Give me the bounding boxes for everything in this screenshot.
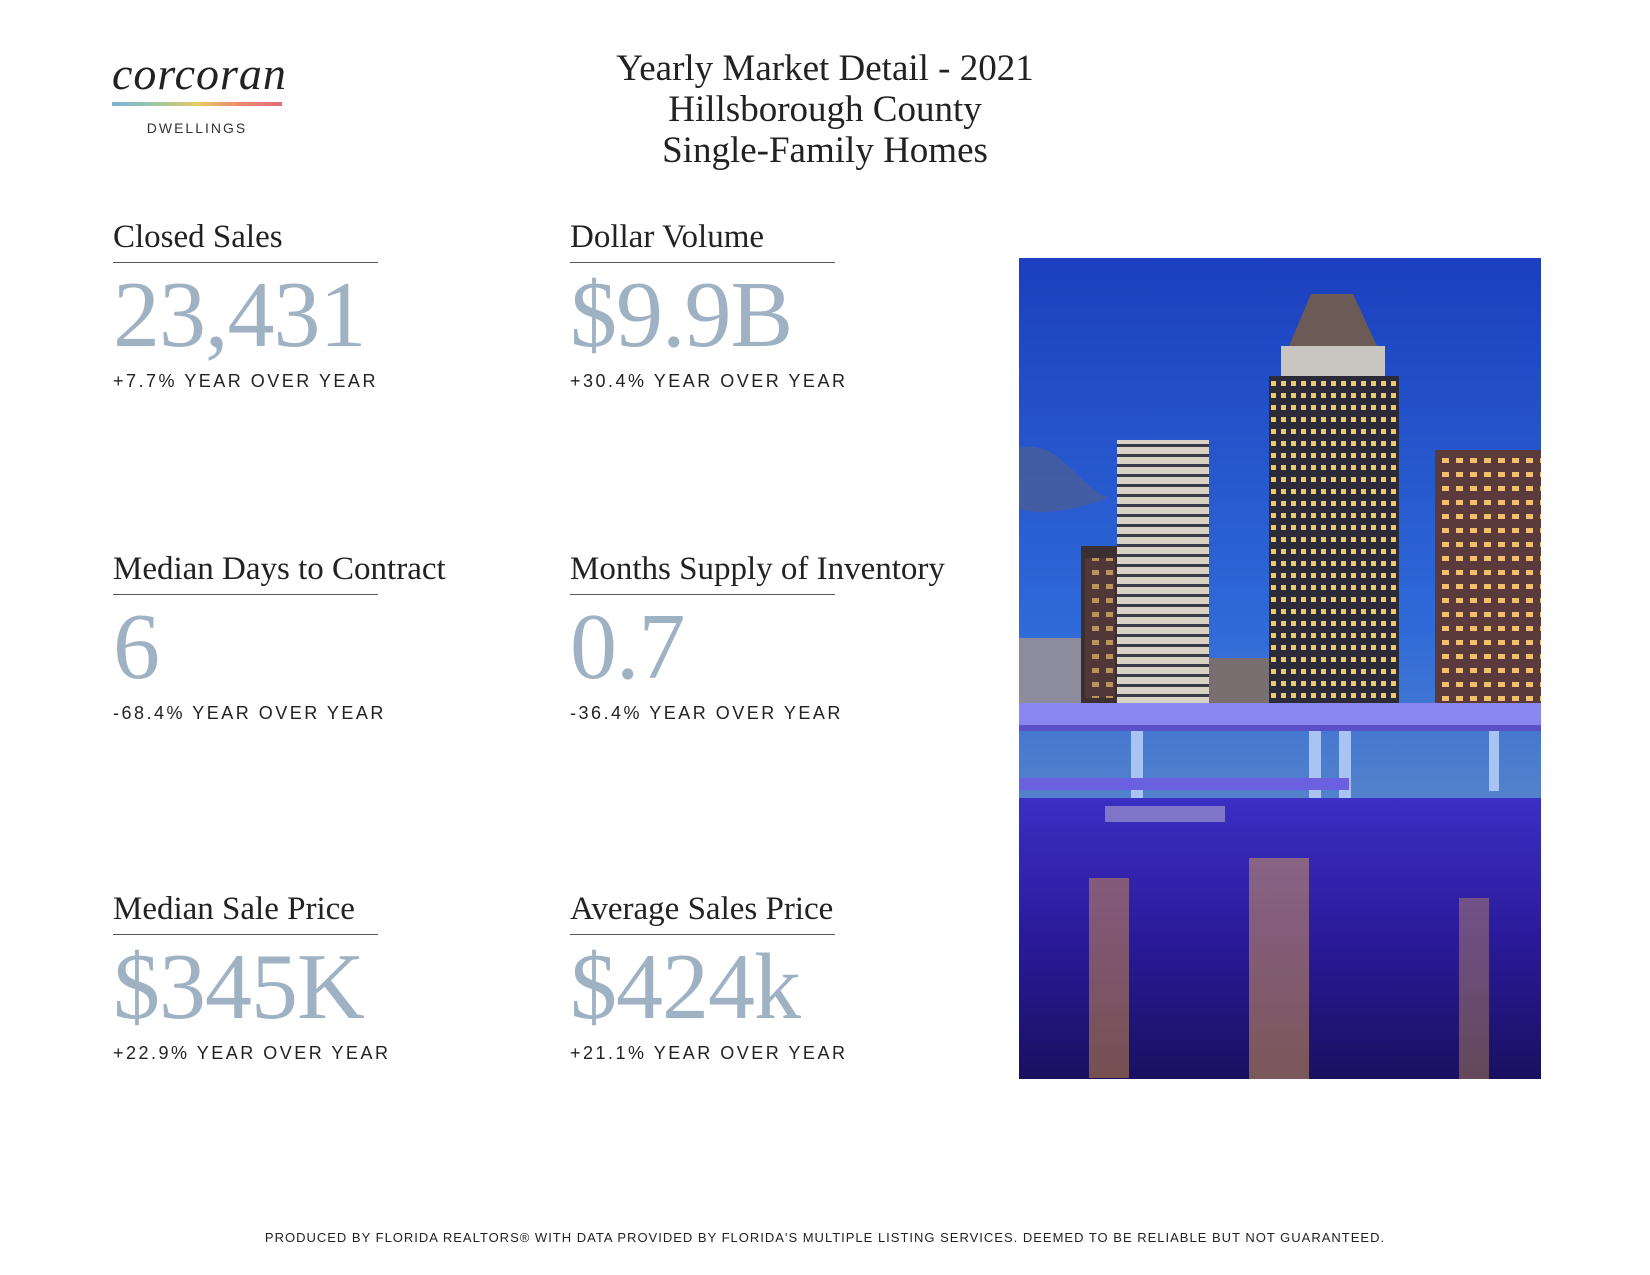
stat-average-sales-price [570,890,970,1064]
stat-label: Median Days to Contract [113,551,446,587]
lower-roadway [1019,778,1349,790]
light-reflection [1089,878,1129,1078]
striped-tower [1117,440,1209,710]
stat-change: +30.4% YEAR OVER YEAR [570,371,848,391]
stat-label: Months Supply of Inventory [570,551,945,587]
stat-median-days [113,550,513,724]
stat-median-sale-price [113,890,513,1064]
disclaimer-footer: PRODUCED BY FLORIDA REALTORS® WITH DATA PROVIDED BY FLORIDA'S MULTIPLE LISTING SERVICES. DEEMED TO BE RELIABLE BUT NOT GUARANTEED. [264,1230,1386,1245]
title-line-1: Yearly Market Detail - 2021 [616,48,1034,89]
right-tower [1435,450,1541,710]
tower-crown [1281,346,1385,376]
page-title [560,48,1090,171]
stat-change: +7.7% YEAR OVER YEAR [113,371,378,391]
title-line-3: Single-Family Homes [662,130,988,171]
light-reflection [1459,898,1489,1079]
stat-label: Dollar Volume [570,219,765,255]
skyline-illustration [1019,258,1541,1079]
bridge-pillar [1489,731,1499,791]
stat-change: +21.1% YEAR OVER YEAR [570,1043,848,1063]
mid-building [1209,658,1269,710]
brand-wordmark: corcoran [112,48,287,99]
stat-value: $9.9B [570,263,793,367]
stat-change: -36.4% YEAR OVER YEAR [570,703,843,723]
stat-dollar-volume [570,218,970,392]
title-line-2: Hillsborough County [668,89,982,130]
small-tower-windows [1085,558,1115,698]
stat-closed-sales [113,218,513,392]
stat-value: $424k [570,935,800,1039]
brand-subtitle: DWELLINGS [146,120,248,136]
stat-value: 0.7 [570,595,685,699]
stat-value: 23,431 [113,263,366,367]
bridge-deck [1019,703,1541,725]
stat-change: -68.4% YEAR OVER YEAR [113,703,386,723]
stat-change: +22.9% YEAR OVER YEAR [113,1043,391,1063]
stat-label: Median Sale Price [113,891,355,927]
low-buildings [1019,638,1081,710]
city-skyline-photo [1019,258,1541,1079]
brand-logo [112,48,287,136]
stat-label: Closed Sales [113,219,283,255]
stat-months-supply [570,550,970,724]
dock [1105,806,1225,822]
stat-value: 6 [113,595,159,699]
main-tower [1269,376,1399,710]
brand-gradient-bar [112,102,282,106]
light-reflection [1249,858,1309,1079]
bridge-edge [1019,725,1541,731]
stat-value: $345K [113,935,364,1039]
stat-label: Average Sales Price [570,891,834,927]
